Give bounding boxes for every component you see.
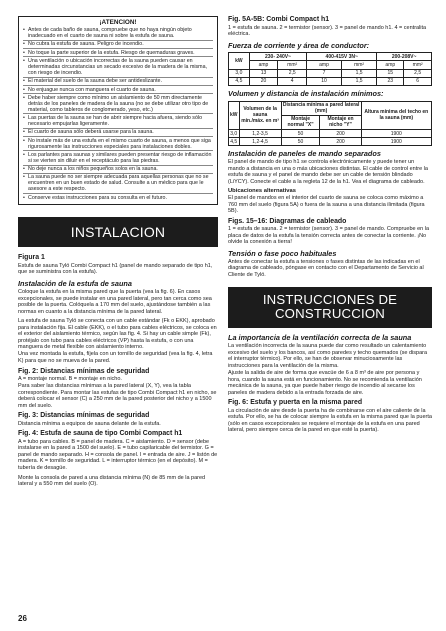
table-header: amp xyxy=(249,61,277,69)
warning-box xyxy=(18,16,218,205)
table-cell: 1,5 xyxy=(341,77,376,85)
warning-item: • No deje nunca a los niños pequeños solos en la sauna. xyxy=(23,166,213,174)
warning-list xyxy=(23,27,213,202)
install-paragraph: La estufa de sauna Tylö se conecta con un cable estándar (Fk o EKK), aprobado para instalación fija. El cable (EKK), o el tubo para cables eléctricos, se coloca en el exterior del aislamiento térmico, según las fig. 4. Si hay un cable simple (Fk), protéjalo con tubo para cables eléctricos (VP) hasta la estufa, o con una manguera de metal flexible con aislamiento interno. xyxy=(18,318,217,351)
table-header: Montaje en nicho "Y" xyxy=(320,115,361,129)
warning-item: • Debe haber siempre como mínimo un aislamiento de 50 mm directamente detrás de los paneles de madera de la sauna (no se debe utilizar otro tipo de material, como tableros de conglomerado, yeso, etc.) xyxy=(23,94,213,114)
table-header: amp xyxy=(307,61,342,69)
ventilation-paragraph: La ventilación incorrecta de la sauna puede dar como resultado un calentamiento excesivo del suelo y los bancos, así como paredes y techo quemados (se dispara el interruptor térmico). Por ello, se han de observar minuciosamente las instrucciones para la ventilación de la misma. xyxy=(228,343,428,369)
figure-5-text: 1 = estufa de sauna. 2 = termistor (sensor). 3 = panel de mando h1. 4 = centralita eléctrica. xyxy=(228,24,427,38)
figure-4-legend: A = tubo para cables. B = panel de madera. C = aislamiento. D = sensor (debe instalarse en la pared a 1500 del suelo). E = tubo capilaricable del termistor. G = panel de mando separado. H = consola de panel. I = entrada de aire. J = listón de madera. K = tornillo de seguridad. L = interruptor térmico (en el depósito). M = tubería de desagüe. xyxy=(18,438,218,472)
table-header: mm² xyxy=(278,61,307,69)
construction-banner-line: INSTRUCCIONES DE xyxy=(262,291,398,307)
warning-item: • Conserve estas instrucciones para su consulta en el futuro. xyxy=(23,194,213,201)
table-cell: 10 xyxy=(307,77,342,85)
table-row xyxy=(229,138,432,146)
table-cell: 2,5 xyxy=(278,69,307,77)
table-cell: 200 xyxy=(320,138,361,146)
figure-3-heading: Fig. 3: Distancias mínimas de seguridad xyxy=(18,412,150,420)
table-cell: 23 xyxy=(377,77,404,85)
table-cell: 4 xyxy=(278,77,307,85)
table-row xyxy=(229,69,432,77)
ventilation-paragraph: Ajuste la salida de aire de forma que evacúe de 6 a 8 m³ de aire por persona y hora, cuando la sauna está en funcionamiento. No se recomienda la ventilación mecánica de la sauna, ya que puede haber riesgo de incendio al secarse los paneles de madera debido a la entrada forzada de aire. xyxy=(228,369,422,396)
table-header xyxy=(239,101,281,129)
table-cell: 7 xyxy=(307,69,342,77)
table-cell: 200 xyxy=(320,129,361,137)
construction-banner xyxy=(228,287,432,329)
volume-table-heading: Volumen y distancia de instalación mínimos: xyxy=(228,88,384,98)
construction-banner-line: CONSTRUCCION xyxy=(274,306,386,322)
figure-5-heading: Fig. 5A-5B: Combi Compact h1 xyxy=(228,16,330,23)
table-cell: 6 xyxy=(404,77,432,85)
warning-item: • No enjuague nunca con manguera el cuarto de sauna. xyxy=(23,86,213,94)
table-cell: 1900 xyxy=(361,138,431,146)
power-table-heading: Fuerza de corriente y área de conductor: xyxy=(228,40,370,50)
volume-table xyxy=(228,101,432,147)
install-paragraph: Una vez montada la estufa, fíjela con un tornillo de seguridad (vea la fig. 4, letra K) para que no se mueva de la pared. xyxy=(18,351,213,364)
figure-2-legend: A = montaje normal. B = montaje en nicho. xyxy=(18,376,122,383)
table-cell: 3,0 xyxy=(229,69,250,77)
figure-2-heading: Fig. 2: Distancias mínimas de seguridad xyxy=(18,367,150,375)
panels-heading: Instalación de paneles de mando separados xyxy=(228,149,381,159)
warning-item: • El cuarto de sauna sólo deberá usarse para la sauna. xyxy=(23,129,213,137)
warning-item: • La sauna puede no ser siempre adecuada para aquellas personas que no se encuentren en un buen estado de salud. Consulte a un médico para que le asesore a este respecto. xyxy=(23,174,213,194)
panels-text: El panel de mando de tipo h1 se controla electrónicamente y puede tener un mando a distancia en una o más ubicaciones distintas. El cable de control entre la estufa de sauna y el panel de mando debe ser un cable de tensión blindado (LiYCY). Conecte el cable a la regleta 12 de la h1. Vea el diagrama de cableado. xyxy=(228,159,428,186)
warning-title: ¡ATENCION! xyxy=(99,19,137,26)
figure-1-heading: Figura 1 xyxy=(18,254,45,262)
table-cell: 3,0 xyxy=(230,130,238,137)
table-row xyxy=(229,129,432,137)
table-header: kW xyxy=(229,53,250,69)
table-cell: 15 xyxy=(377,69,404,77)
ventilation-heading: La importancia de la ventilación correcta de la sauna xyxy=(228,333,412,343)
table-header: mm² xyxy=(404,61,432,69)
warning-item: • El material del suelo de la sauna debe ser antideslizante. xyxy=(23,78,213,86)
figures-15-16-heading: Figs. 15–16: Diagramas de cableado xyxy=(228,217,347,225)
right-column xyxy=(228,16,432,434)
table-header: 400-415V 3N~ xyxy=(307,53,377,61)
table-header: Montaje normal "X" xyxy=(281,115,320,129)
figure-4-text: Monte la consola de pared a una distancia mínima (N) de 85 mm de la pared lateral y a 550 mm del suelo (O). xyxy=(18,474,206,488)
alternative-locations-text: El panel de mandos en el interior del cuarto de sauna se coloca como máximo a 760 mm del suelo (figura 5A) o fuera de la sauna a una distancia ilimitada (figura 5B). xyxy=(228,195,425,215)
table-header: Distancia mínima a pared lateral (mm) xyxy=(282,102,360,115)
table-header: amp xyxy=(377,61,404,69)
table-cell: 1900 xyxy=(361,129,431,137)
table-cell: 50 xyxy=(281,138,320,146)
figure-2-text: Para saber las distancias mínimas a la pared lateral (X, Y), vea la tabla correspondiente. Para montar las estufas de tipo Combi Compact h1 en nicho, se deberá colocar el sensor (C) a 250 mm de la pared posterior del nicho y a 1500 mm del suelo. xyxy=(18,383,217,409)
warning-item: • Una ventilación o ubicación incorrectas de la sauna pueden causar en determinadas circunstancias un secado excesivo de la madera de la misma, con riesgo de incendio. xyxy=(23,57,213,77)
install-heater-heading: Instalación de la estufa de sauna xyxy=(18,278,132,288)
table-cell: 1,5 xyxy=(341,69,376,77)
figure-6-heading: Fig. 6: Estufa y puerta en la misma pared xyxy=(228,399,363,407)
warning-item: • Las puertas de la sauna se han de abrir siempre hacia afuera, siendo sólo necesario empujarlas ligeramente. xyxy=(23,114,213,128)
table-header: 200-208V~ xyxy=(377,53,432,61)
installation-banner: INSTALACION xyxy=(18,217,218,247)
table-header: 230- 240V~ xyxy=(249,53,306,61)
figure-3-text: Distancia mínima a equipos de sauna delante de la estufa. xyxy=(18,420,161,427)
table-header: kW xyxy=(229,101,240,129)
figure-6-text: La circulación de aire desde la puerta ha de combinarse con el aire caliente de la estufa. Por ello, se ha de colocar siempre la estufa en la misma pared que la puerta (sólo en casos excepcionales se requiere el montaje de la estufa en una pared lateral, pero siempre cerca de la pared en que esté la puerta). xyxy=(228,407,432,434)
table-cell: 13 xyxy=(249,69,277,77)
warning-item: • No instale más de una estufa en el mismo cuarto de sauna, a menos que siga rigurosamente las instrucciones especiales para instalaciones dobles. xyxy=(23,137,213,151)
table-header: mm² xyxy=(341,61,376,69)
table-cell: 20 xyxy=(249,77,277,85)
tension-heading: Tensión o fase poco habituales xyxy=(228,248,337,258)
table-row xyxy=(229,77,432,85)
table-cell: 1,2-4,5 xyxy=(239,138,281,146)
table-cell: 50 xyxy=(281,129,320,137)
figure-4-heading: Fig. 4: Estufa de sauna de tipo Combi Compact h1 xyxy=(18,430,183,438)
power-table xyxy=(228,52,432,86)
left-column xyxy=(18,16,218,488)
page-number: 26 xyxy=(18,614,27,623)
warning-item: • No cubra la estufa de sauna. Peligro de incendio. xyxy=(23,41,213,49)
figure-1-text: Estufa de sauna Tylö Combi Compact h1 (panel de mando separado de tipo h1, que se suministra con la estufa). xyxy=(18,262,213,276)
tension-text: Antes de conectar la estufa a tensiones o fases distintas de las indicadas en el diagrama de cableado, póngase en contacto con el Departamento de Servicio al Cliente de Tylö. xyxy=(228,258,424,279)
table-cell: 1,2-3,5 xyxy=(239,129,281,137)
warning-item: • No toque la parte superior de la estufa. Riesgo de quemaduras graves. xyxy=(23,49,213,57)
table-header: Altura mínima del techo en la sauna (mm) xyxy=(361,101,431,129)
warning-item: • Antes de cada baño de sauna, compruebe que no haya ningún objeto inadecuado en el cuarto de sauna ni sobre la estufa de sauna. xyxy=(23,27,213,41)
warning-item: • Los parlantes para saunas y similares pueden presentar riesgo de inflamación si se vierten sin diluir en el receptáculo para las piedras. xyxy=(23,151,213,165)
table-header-subtext: mín./máx. en m³ xyxy=(241,118,279,125)
figures-15-16-text: 1 = estufa de sauna. 2 = termistor (sensor). 3 = panel de mando. Compruebe en la placa de datos de la estufa la tensión correcta antes de conectar la corriente. ¡No olvide la conexión a tierra! xyxy=(228,226,430,246)
table-cell: 2,5 xyxy=(404,69,432,77)
alternative-locations-heading: Ubicaciones alternativas xyxy=(228,187,296,194)
table-header-text: Volumen de la sauna xyxy=(243,106,277,119)
install-paragraph: Coloque la estufa en la misma pared que la puerta (vea la fig. 6). En casos excepcionales, se puede instalar en una pared lateral, pero tan cerca como sea posible de la puerta. Colóquela a 170 mm del suelo, ajustándose también a las normas en cuanto a la distancia mínima de la pared lateral. xyxy=(18,289,212,315)
table-cell: 4,5 xyxy=(230,138,238,145)
table-cell: 4,5 xyxy=(229,77,250,85)
